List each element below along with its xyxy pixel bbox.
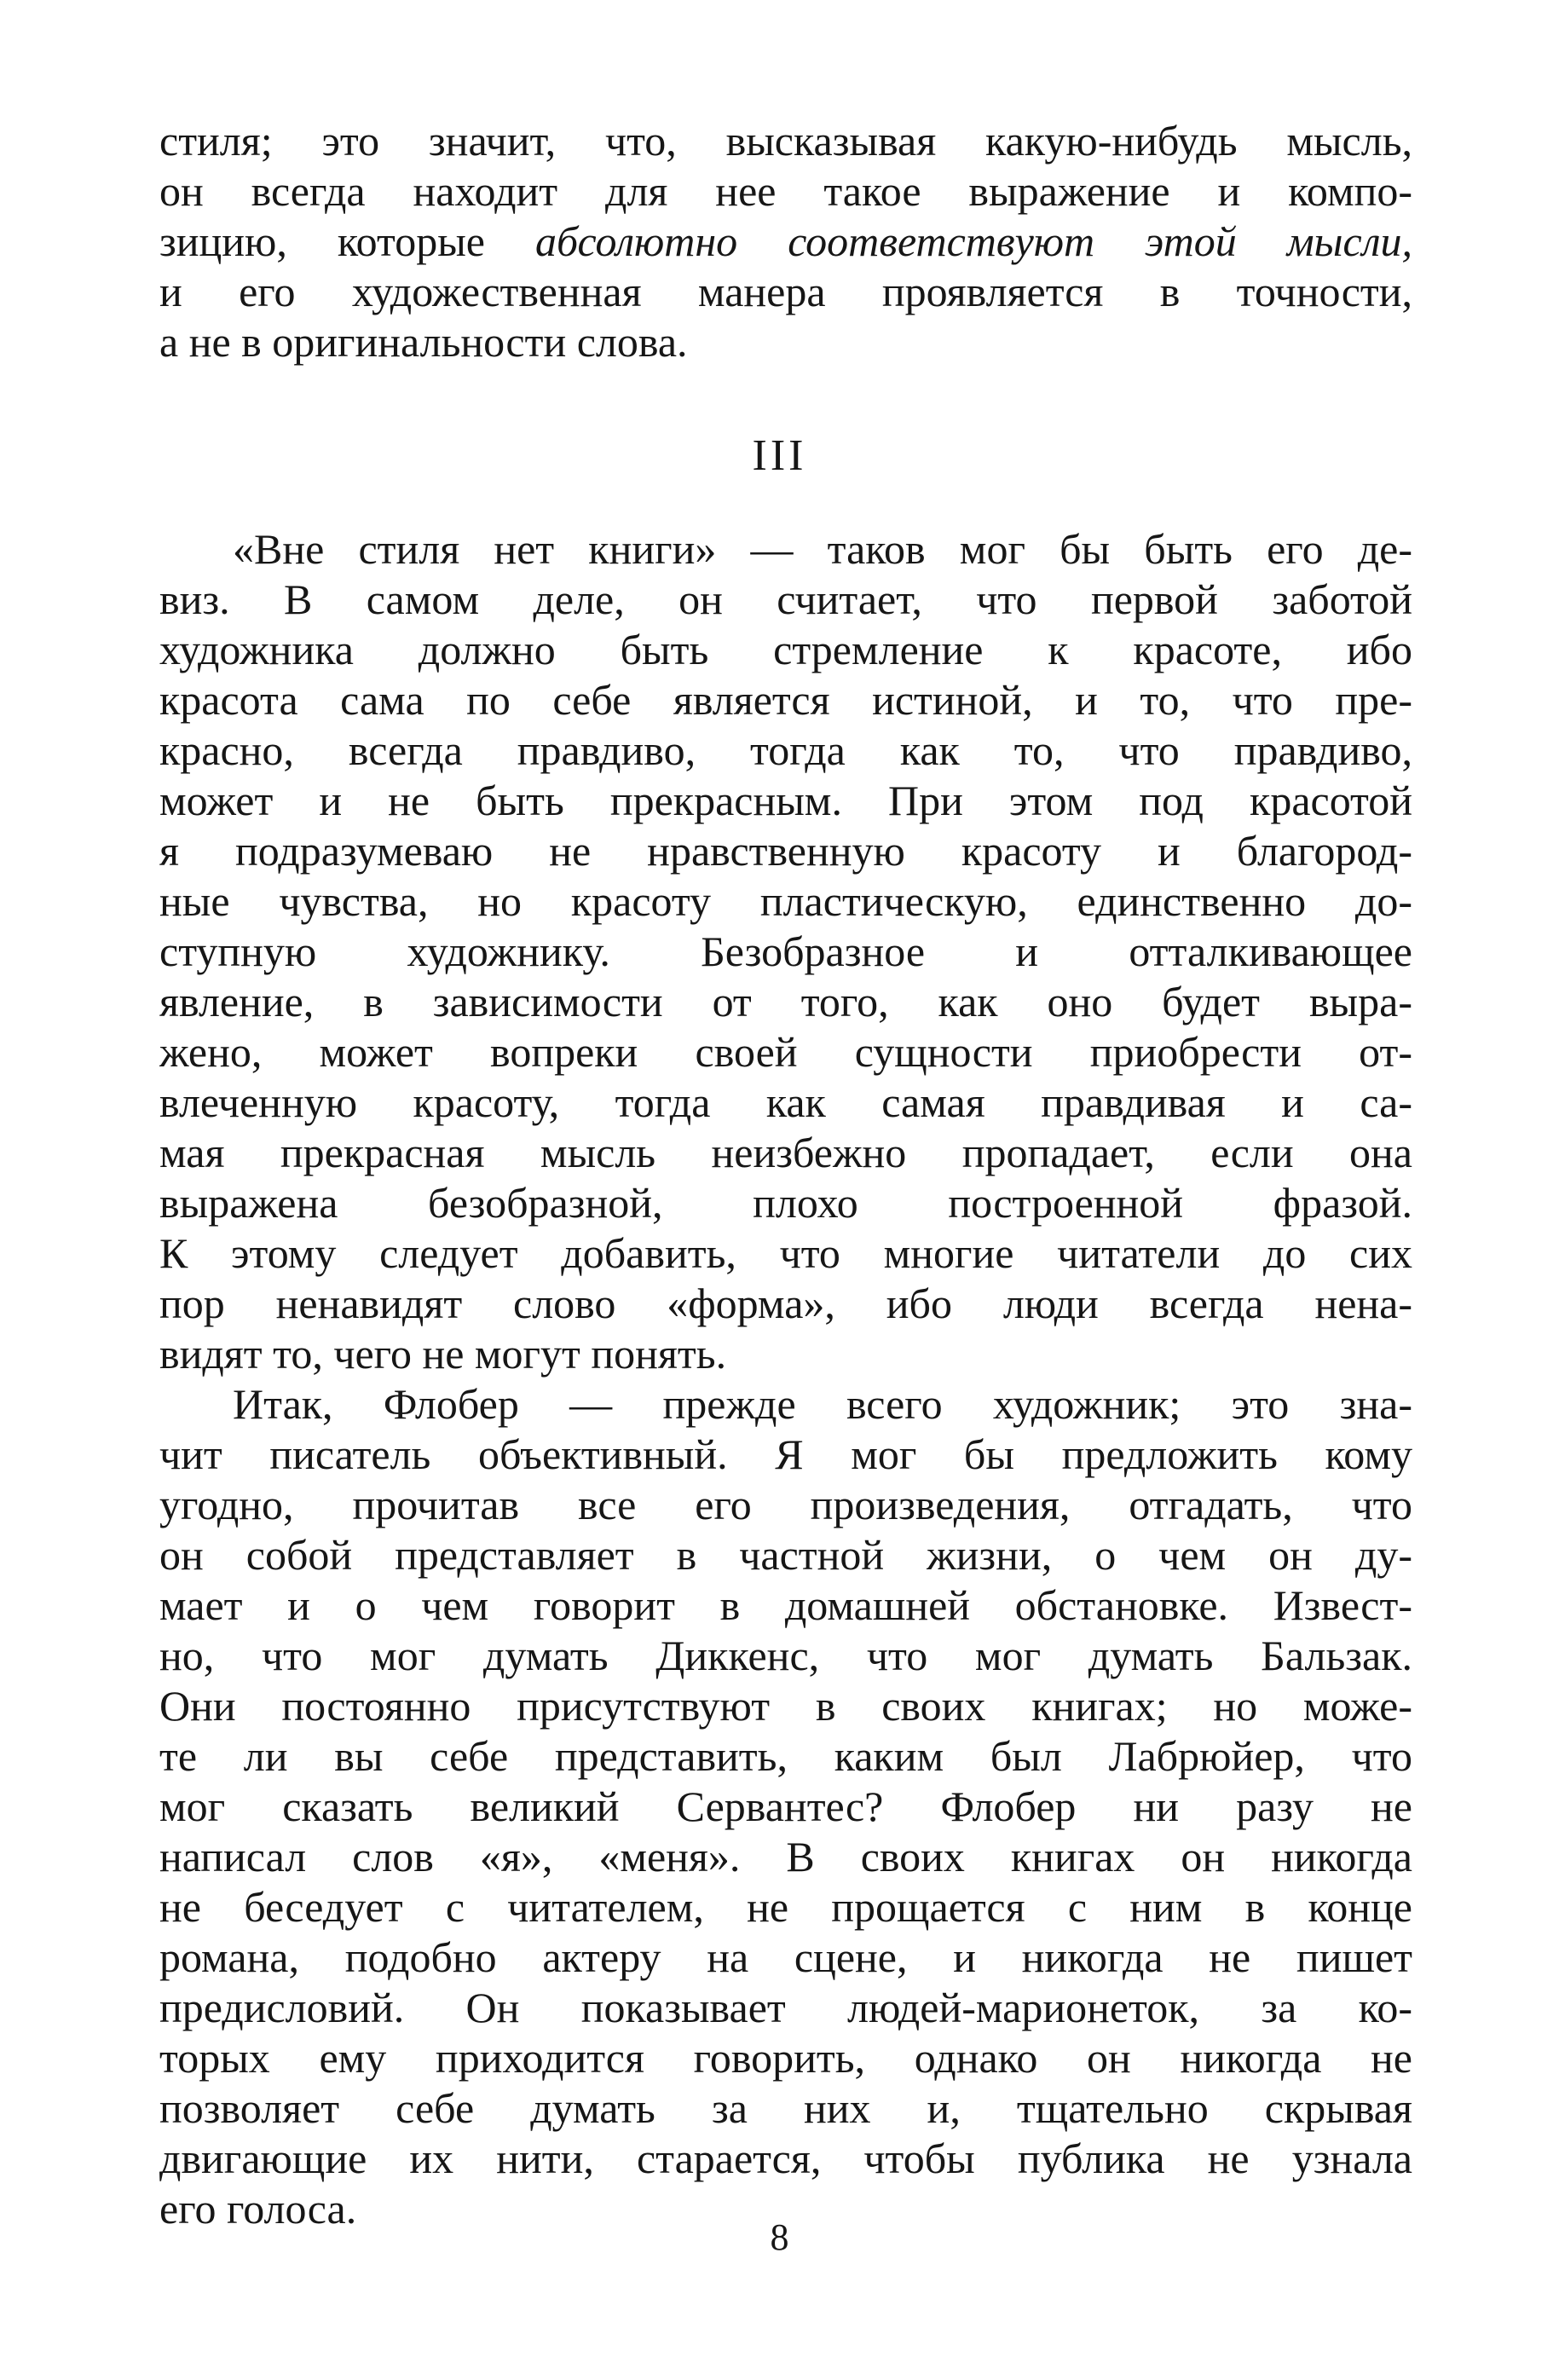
text-line: красота сама по себе является истиной, и то, что пре- — [159, 676, 1412, 724]
text-line: но, что мог думать Диккенс, что мог думать Бальзак. — [159, 1632, 1412, 1679]
text-line: и его художественная манера проявляется в точности, — [159, 268, 1412, 315]
text-line: те ли вы себе представить, каким был Лабрюйер, что — [159, 1732, 1412, 1780]
text-line: стиля; это значит, что, высказывая какую-нибудь мысль, — [159, 117, 1412, 165]
text-line: торых ему приходится говорить, однако он никогда не — [159, 2034, 1412, 2082]
text-line: К этому следует добавить, что многие читатели до сих — [159, 1229, 1412, 1277]
paragraph-flaubert — [159, 1379, 1412, 2234]
text-line: написал слов «я», «меня». В своих книгах он никогда — [159, 1833, 1412, 1880]
italic-phrase: абсолютно соответствуют этой мысли, — [535, 217, 1412, 265]
text-line: угодно, прочитав все его произведения, отгадать, что — [159, 1481, 1412, 1528]
text-line: ступную художнику. Безобразное и отталкивающее — [159, 927, 1412, 975]
paragraph-style — [159, 524, 1412, 1379]
text-line: может и не быть прекрасным. При этом под красотой — [159, 777, 1412, 824]
page-number: 8 — [770, 2216, 789, 2258]
text-line: романа, подобно актеру на сцене, и никогда не пишет — [159, 1933, 1412, 1981]
text-line: он собой представляет в частной жизни, о чем он ду- — [159, 1531, 1412, 1579]
text-line: предисловий. Он показывает людей-марионеток, за ко- — [159, 1984, 1412, 2031]
section-heading: III — [752, 431, 807, 480]
text-fragment: зицию, которые — [159, 217, 536, 265]
text-line-with-italic — [159, 217, 1412, 267]
intro-paragraph — [159, 116, 1412, 367]
text-line: его голоса. — [159, 2185, 357, 2233]
text-line-first: Итак, Флобер — прежде всего художник; это зна- — [233, 1380, 1412, 1428]
text-line: явление, в зависимости от того, как оно будет выра- — [159, 978, 1412, 1025]
text-line: он всегда находит для нее такое выражение и компо- — [159, 167, 1412, 215]
text-line: ные чувства, но красоту пластическую, единственно до- — [159, 877, 1412, 925]
text-line: двигающие их нити, старается, чтобы публика не узнала — [159, 2134, 1412, 2182]
text-line: позволяет себе думать за них и, тщательно скрывая — [159, 2084, 1412, 2132]
text-line: не беседует с читателем, не прощается с ним в конце — [159, 1883, 1412, 1931]
text-line: мая прекрасная мысль неизбежно пропадает, если она — [159, 1129, 1412, 1176]
text-line: пор ненавидят слово «форма», ибо люди всегда нена- — [159, 1280, 1412, 1327]
text-line: Они постоянно присутствуют в своих книгах; но може- — [159, 1682, 1412, 1730]
text-line: мог сказать великий Сервантес? Флобер ни разу не — [159, 1782, 1412, 1830]
text-line: видят то, чего не могут понять. — [159, 1330, 727, 1378]
text-line: мает и о чем говорит в домашней обстановке. Извест- — [159, 1581, 1412, 1629]
text-line: художника должно быть стремление к красоте, ибо — [159, 626, 1412, 673]
text-line: жено, может вопреки своей сущности приобрести от- — [159, 1028, 1412, 1076]
text-line: а не в оригинальности слова. — [159, 318, 688, 366]
text-line: влеченную красоту, тогда как самая правдивая и са- — [159, 1078, 1412, 1126]
text-line: чит писатель объективный. Я мог бы предложить кому — [159, 1430, 1412, 1478]
text-line: виз. В самом деле, он считает, что первой заботой — [159, 575, 1412, 623]
text-line: я подразумеваю не нравственную красоту и благород- — [159, 827, 1412, 875]
text-line: красно, всегда правдиво, тогда как то, что правдиво, — [159, 726, 1412, 774]
text-line: выражена безобразной, плохо построенной фразой. — [159, 1179, 1412, 1227]
text-line-first: «Вне стиля нет книги» — таков мог бы быть его де- — [233, 525, 1412, 573]
